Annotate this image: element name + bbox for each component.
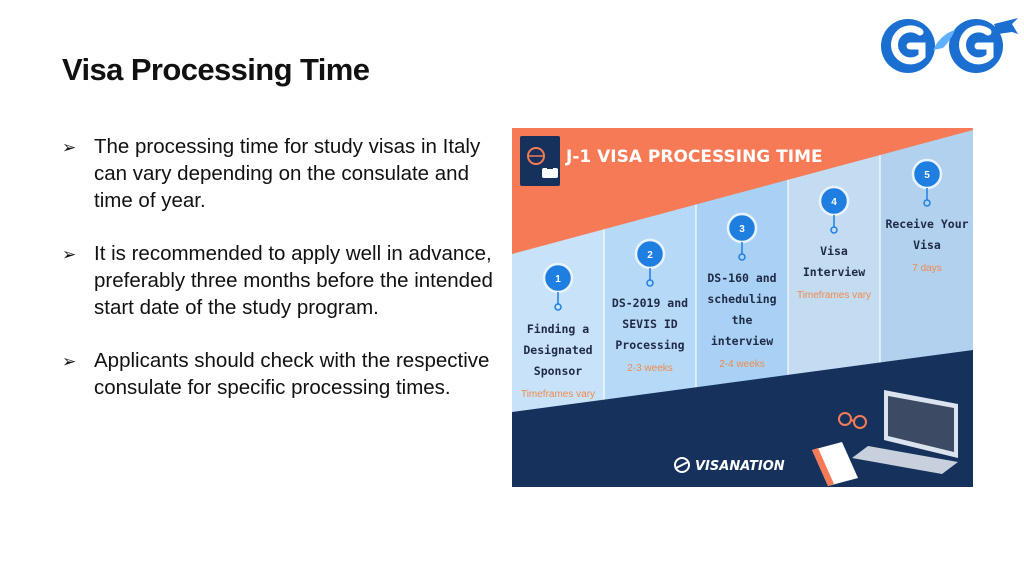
step-label-line: scheduling <box>707 292 777 306</box>
step-timeframe: Timeframes vary <box>520 389 596 400</box>
step-label-line: interview <box>710 334 774 348</box>
step-label-line: Interview <box>802 265 866 279</box>
step-number: 5 <box>924 170 930 181</box>
step-timeframe: 7 days <box>912 263 942 274</box>
step-number: 2 <box>647 250 653 261</box>
step-label-line: SEVIS ID <box>622 317 678 331</box>
step-label-line: Receive Your <box>885 217 969 231</box>
step-label-line: DS-160 and <box>707 271 777 285</box>
step-label-line: Visa <box>820 244 848 258</box>
brand-name: VISANATION <box>695 459 785 474</box>
step-timeframe: Timeframes vary <box>796 290 872 301</box>
step-label-line: Designated <box>523 343 593 357</box>
slide-title: Visa Processing Time <box>62 52 370 87</box>
step-timeframe: 2-3 weeks <box>627 363 673 374</box>
passport-icon <box>520 136 560 186</box>
step-number: 4 <box>831 197 837 208</box>
step-number: 1 <box>555 274 561 285</box>
step-label-line: DS-2019 and <box>611 296 689 310</box>
step-label-line: Visa <box>913 238 941 252</box>
bullet-item: ➢ The processing time for study visas in Italy can vary depending on the consulate and time of year. <box>62 135 481 212</box>
logo-airplane-icon <box>994 18 1018 34</box>
arrowhead-icon: ➢ <box>62 245 77 264</box>
step-number: 3 <box>739 224 745 235</box>
g2g-logo <box>876 10 1024 80</box>
step-label-line: Sponsor <box>533 364 583 378</box>
j1-visa-infographic <box>512 128 973 487</box>
step-label-line: Finding a <box>526 322 590 336</box>
step-timeframe: 2-4 weeks <box>719 359 765 370</box>
bullet-item: ➢ Applicants should check with the respective consulate for specific processing times. <box>62 349 490 399</box>
bullet-item: ➢ It is recommended to apply well in advance, preferably three months before the intended start date of the study program. <box>62 242 493 319</box>
infographic-title: J-1 VISA PROCESSING TIME <box>566 147 823 167</box>
arrowhead-icon: ➢ <box>62 352 77 371</box>
step-label-line: Processing <box>615 338 685 352</box>
step-label-line: the <box>731 313 753 327</box>
bullet-list <box>62 133 502 427</box>
arrowhead-icon: ➢ <box>62 138 77 157</box>
